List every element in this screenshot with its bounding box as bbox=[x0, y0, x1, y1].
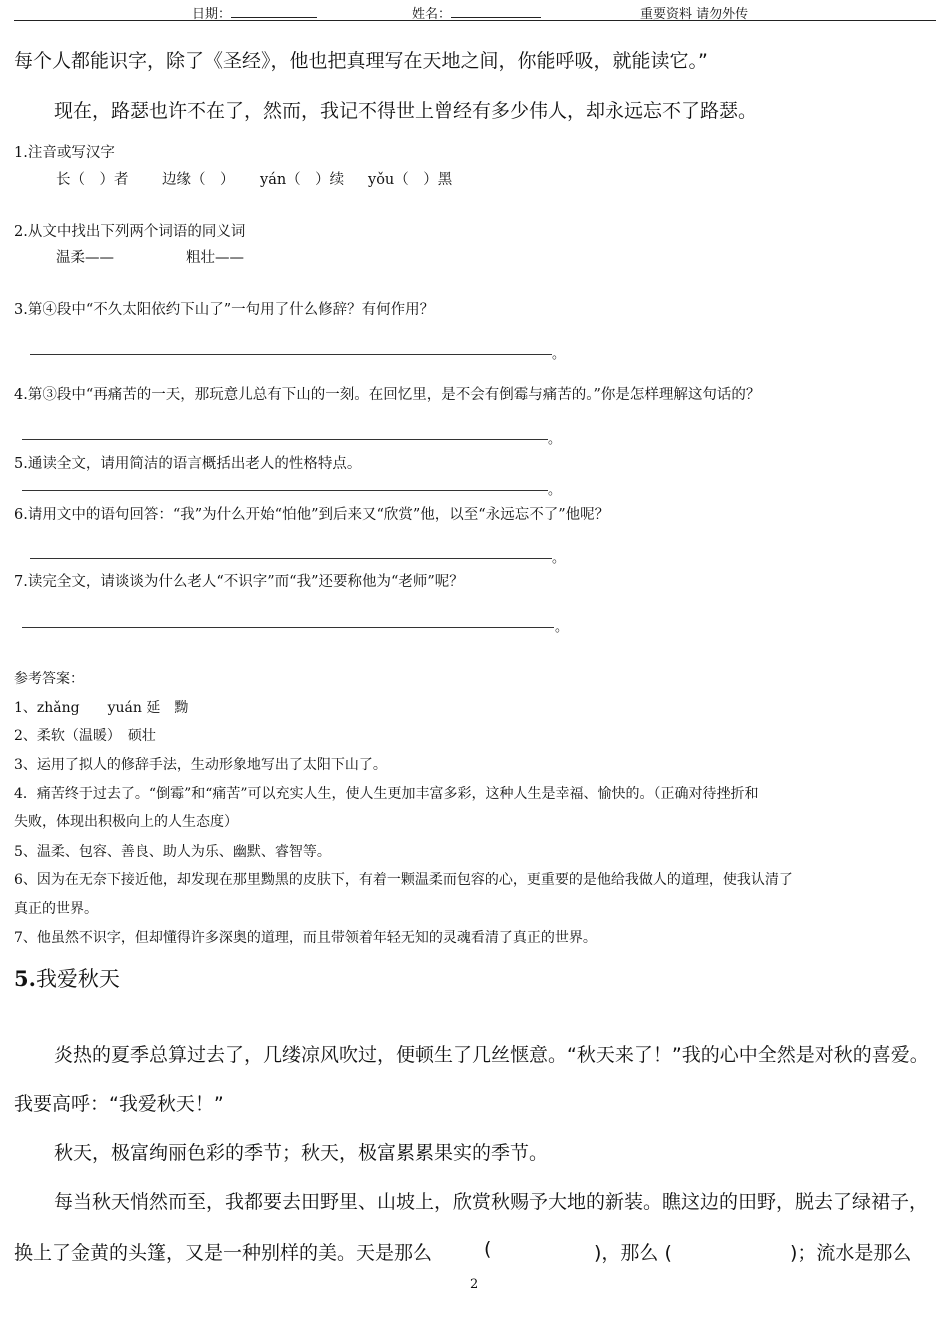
question-6-prompt: 6.请用文中的语句回答：“我”为什么开始“怕他”到后来又“欣赏”他，以至“永远忘不了”他呢？ bbox=[14, 507, 610, 523]
question-4-prompt: 4.第③段中“再痛苦的一天，那玩意儿总有下山的一刻。在回忆里，是不会有倒霉与痛苦的。”你是怎样理解这句话的？ bbox=[14, 387, 761, 403]
question-2-item: 粗壮—— bbox=[186, 250, 244, 266]
date-label: 日期： bbox=[192, 7, 232, 22]
question-2-prompt: 2.从文中找出下列两个词语的同义词 bbox=[14, 224, 246, 240]
end-mark: 。 bbox=[552, 347, 566, 362]
section-5-paragraph-2: 秋天，极富绚丽色彩的季节；秋天，极富累累果实的季节。 bbox=[54, 1142, 549, 1164]
answer-5: 5、温柔、包容、善良、助人为乐、幽默、睿智等。 bbox=[14, 844, 331, 860]
section-5-paragraph-3-line-2c: )，那么 ( bbox=[594, 1242, 672, 1264]
section-5-paragraph-3-line-1: 每当秋天悄然而至，我都要去田野里、山坡上，欣赏秋赐予大地的新装。瞧这边的田野，脱去了绿裙子， bbox=[54, 1191, 929, 1213]
end-mark: 。 bbox=[548, 432, 562, 447]
answer-2: 2、柔软（温暖） 硕壮 bbox=[14, 728, 156, 744]
header-rule bbox=[14, 20, 936, 21]
answers-heading: 参考答案： bbox=[14, 671, 84, 687]
answer-7: 7、他虽然不识字，但却懂得许多深奥的道理，而且带领着年轻无知的灵魂看清了真正的世界。 bbox=[14, 930, 597, 946]
answer-4-line-1: 4．痛苦终于过去了。“倒霉”和“痛苦”可以充实人生，使人生更加丰富多彩，这种人生是幸福、愉快的。（正确对待挫折和 bbox=[14, 786, 759, 802]
section-5-heading bbox=[14, 963, 120, 993]
section-5-paragraph-3-line-2a: 换上了金黄的头篷，又是一种别样的美。天是那么 bbox=[14, 1242, 433, 1264]
end-mark: 。 bbox=[552, 551, 566, 566]
question-2-item: 温柔—— bbox=[56, 250, 114, 266]
end-mark: 。 bbox=[548, 483, 562, 498]
section-5-number: 5. bbox=[14, 966, 36, 991]
question-1-item: 边缘（ ） bbox=[162, 172, 235, 188]
question-3-prompt: 3.第④段中“不久太阳依约下山了”一句用了什么修辞？有何作用？ bbox=[14, 302, 435, 318]
answer-1: 1、zhǎng yuán 延 黝 bbox=[14, 700, 189, 716]
section-5-paragraph-1-line-1: 炎热的夏季总算过去了，几缕凉风吹过，便顿生了几丝惬意。“秋天来了！”我的心中全然是对秋的喜爱。 bbox=[54, 1044, 929, 1066]
page-number: 2 bbox=[470, 1277, 479, 1292]
question-1-item: yǒu（ ）黑 bbox=[368, 172, 453, 188]
name-blank bbox=[451, 5, 541, 18]
section-5-title: 我爱秋天 bbox=[35, 967, 120, 991]
answer-4-line-2: 失败，体现出积极向上的人生态度） bbox=[14, 814, 238, 830]
answer-line-6 bbox=[30, 558, 552, 559]
answer-3: 3、运用了拟人的修辞手法，生动形象地写出了太阳下山了。 bbox=[14, 757, 387, 773]
fill-blank-open-paren: ( bbox=[484, 1238, 492, 1260]
question-1-item: yán（ ）续 bbox=[260, 172, 345, 188]
passage-line-1: 每个人都能识字，除了《圣经》，他也把真理写在天地之间，你能呼吸，就能读它。” bbox=[14, 50, 708, 72]
name-label: 姓名： bbox=[412, 7, 452, 22]
question-1-prompt: 1.注音或写汉字 bbox=[14, 145, 115, 161]
passage-line-2: 现在，路瑟也许不在了，然而，我记不得世上曾经有多少伟人，却永远忘不了路瑟。 bbox=[54, 100, 758, 122]
page-header bbox=[0, 0, 950, 22]
answer-line-5 bbox=[22, 490, 548, 491]
question-1-item: 长（ ）者 bbox=[56, 172, 129, 188]
question-7-prompt: 7.读完全文，请谈谈为什么老人“不识字”而“我”还要称他为“老师”呢？ bbox=[14, 574, 464, 590]
confidential-notice: 重要资料 请勿外传 bbox=[640, 7, 749, 22]
section-5-paragraph-1-line-2: 我要高呼：“我爱秋天！” bbox=[14, 1093, 224, 1115]
date-blank bbox=[231, 5, 317, 18]
answer-6-line-2: 真正的世界。 bbox=[14, 901, 98, 917]
answer-line-4 bbox=[22, 439, 548, 440]
end-mark: 。 bbox=[555, 620, 569, 635]
answer-line-7 bbox=[22, 627, 554, 628]
answer-line-3 bbox=[30, 354, 552, 355]
section-5-paragraph-3-line-2d: )；流水是那么 bbox=[790, 1242, 912, 1264]
question-5-prompt: 5.通读全文，请用简洁的语言概括出老人的性格特点。 bbox=[14, 456, 362, 472]
answer-6-line-1: 6、因为在无奈下接近他，却发现在那里黝黑的皮肤下，有着一颗温柔而包容的心，更重要的是他给我做人的道理，使我认清了 bbox=[14, 872, 793, 888]
